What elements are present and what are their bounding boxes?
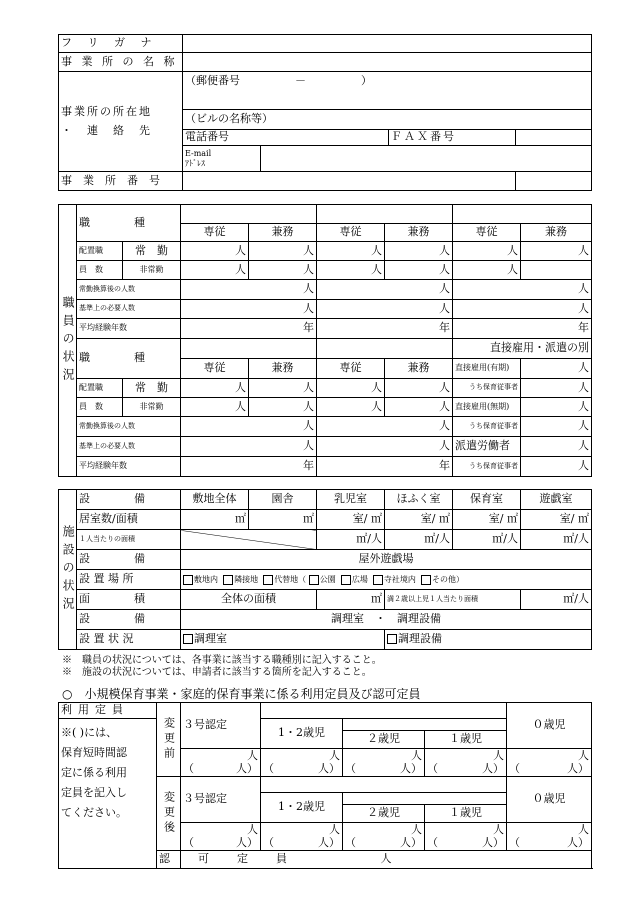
hitsuyo-1[interactable]: 人 <box>181 300 317 319</box>
jokin-1[interactable]: 人 <box>181 242 249 261</box>
kanzan-label: 常勤換算後の人数 <box>77 280 181 300</box>
hitsuyo-b2[interactable]: 人 <box>317 437 453 457</box>
b-2-nin: 人 <box>411 749 422 763</box>
hijokin-3[interactable]: 人 <box>317 261 385 280</box>
b-1-nin: 人 <box>493 749 505 763</box>
a-2-po: （ <box>345 835 356 849</box>
b-n3-paren <box>183 763 258 775</box>
senju-3: 専従 <box>453 224 521 242</box>
fax-value[interactable] <box>516 130 592 146</box>
shokushu-2[interactable] <box>317 205 453 224</box>
jokin-b4[interactable]: 人 <box>385 379 453 398</box>
col-hoiku: 保育室 <box>453 490 521 510</box>
setchi-jokyo-label: 設 置 状 況 <box>77 630 181 650</box>
note-1: ※ 職員の状況については、各事業に該当する職種別に記入すること。 <box>62 655 382 666</box>
office-number-label: 事 業 所 番 号 <box>59 172 183 191</box>
area-hoiku[interactable]: 室/ ㎡ <box>453 510 521 530</box>
age0-label-1: ０歳児 <box>507 703 592 749</box>
b-2-paren <box>345 763 422 775</box>
b-12-nin: 人 <box>329 749 340 763</box>
hijokin-label: 非常勤 <box>123 261 181 280</box>
checkbox-icon[interactable] <box>421 575 431 585</box>
nintei3-label-1: ３号認定 <box>181 703 261 749</box>
place-checkbox-6[interactable] <box>373 575 416 584</box>
b-12-paren <box>263 763 340 775</box>
a-12-pc: 人） <box>318 835 340 849</box>
kanzan-label-2: 常勤換算後の人数 <box>77 417 181 437</box>
tel-field[interactable]: 電話番号 <box>183 130 389 146</box>
b-2-po: （ <box>345 761 356 775</box>
hitsuyo-2[interactable]: 人 <box>317 300 453 319</box>
a-1-paren <box>427 837 504 849</box>
a-0-pc: 人） <box>567 835 590 849</box>
hijokin-1[interactable]: 人 <box>181 261 249 280</box>
staff-section-label: 職員の状況 <box>59 205 77 477</box>
menseki-label: 面 積 <box>77 590 181 610</box>
kenmu-5: 兼務 <box>385 359 453 379</box>
per2-value[interactable]: ㎡/人 <box>521 590 592 610</box>
a-n3-paren <box>183 837 258 849</box>
keiken-1[interactable]: 年 <box>181 319 317 339</box>
place-label: 設 置 場 所 <box>77 570 181 590</box>
jokin-b2[interactable]: 人 <box>249 379 317 398</box>
area-nyuji[interactable]: 室/ ㎡ <box>317 510 385 530</box>
kanzan-b2[interactable]: 人 <box>317 417 453 437</box>
office-number-field[interactable] <box>183 172 516 191</box>
a-0-paren <box>509 837 589 849</box>
haken-value[interactable]: 人 <box>521 437 592 457</box>
place-options <box>181 570 592 590</box>
b-0-nin: 人 <box>578 749 590 763</box>
uchi-value-3[interactable]: 人 <box>521 457 592 477</box>
place-opt-jisha: 寺社境内 <box>383 574 416 584</box>
setsubi-label-1: 設 備 <box>77 490 181 510</box>
a-n3-nin: 人 <box>247 823 258 837</box>
jokin-label: 常 勤 <box>123 242 181 261</box>
place-checkbox-5[interactable] <box>341 575 368 584</box>
jokin-5[interactable]: 人 <box>453 242 521 261</box>
shokushu-5[interactable] <box>317 339 453 359</box>
age1-label-2: １歳児 <box>425 805 507 823</box>
riyou-label: 利用定員 <box>59 703 157 719</box>
b-0-paren <box>509 763 589 775</box>
b-n3-po: （ <box>183 761 194 775</box>
b-1-pc: 人） <box>482 761 505 775</box>
capacity-note-5: てください。 <box>61 806 127 819</box>
chori-checkbox[interactable] <box>181 630 385 650</box>
col-shikichi: 敷地全体 <box>181 490 249 510</box>
hijokin-b1[interactable]: 人 <box>181 398 249 417</box>
jousu-label-2: 員 数 <box>77 398 123 417</box>
a-12-paren <box>263 837 340 849</box>
uchi-label-2: うち保育従事者 <box>453 417 521 437</box>
checkbox-icon[interactable] <box>387 634 397 644</box>
email-label-line2: ｱﾄﾞﾚｽ <box>185 158 205 168</box>
after-age12-value[interactable] <box>261 823 343 851</box>
senju-1: 専従 <box>181 224 249 242</box>
place-opt-rinsetsu: 隣接地 <box>234 574 259 584</box>
contact-label-text: ・ 連 絡 先 <box>61 123 152 137</box>
place-opt-koen: 公園 <box>319 574 336 584</box>
after-sub-top <box>343 793 507 805</box>
capacity-note-3: 定に係る利用 <box>61 766 127 779</box>
notes <box>62 655 382 679</box>
place-opt-sonota: その他） <box>432 574 465 584</box>
before-sub-top <box>343 719 507 731</box>
keiken-b1[interactable]: 年 <box>181 457 317 477</box>
email-label-line1: E-mail <box>185 148 212 158</box>
hitsuyo-label-2: 基準上の必要人数 <box>77 437 181 457</box>
uchi-value-2[interactable]: 人 <box>521 417 592 437</box>
place-checkbox-7[interactable] <box>421 575 464 584</box>
hijokin-2[interactable]: 人 <box>249 261 317 280</box>
office-name-label: 事 業 所 の 名 称 <box>59 53 183 72</box>
a-2-nin: 人 <box>411 823 422 837</box>
before-age12-value[interactable] <box>261 749 343 777</box>
hitsuyo-label: 基準上の必要人数 <box>77 300 181 319</box>
jokin-6[interactable]: 人 <box>521 242 592 261</box>
a-1-po: （ <box>427 835 438 849</box>
staff-table <box>58 204 592 477</box>
before-age1-value[interactable] <box>425 749 507 777</box>
age12-label-2: 1・2歳児 <box>261 793 343 823</box>
diag-cell <box>181 530 317 550</box>
hijokin-label-2: 非常勤 <box>123 398 181 417</box>
shokushu-1[interactable] <box>181 205 317 224</box>
email-label <box>183 146 261 172</box>
building-field[interactable]: （ビルの名称等） <box>183 110 592 130</box>
chori-setsubi-checkbox[interactable] <box>385 630 592 650</box>
place-checkbox-3[interactable] <box>263 575 306 584</box>
checkbox-icon[interactable] <box>183 575 193 585</box>
col-yugi: 遊戯室 <box>521 490 592 510</box>
a-n3-po: （ <box>183 835 194 849</box>
after-nintei3-value[interactable] <box>181 823 261 851</box>
ninka-label: 認 可 定 員 <box>157 851 181 869</box>
fax-field[interactable]: ＦＡＸ番号 <box>389 130 516 146</box>
office-info-table <box>58 34 592 191</box>
senju-2: 専従 <box>317 224 385 242</box>
hitsuyo-b1[interactable]: 人 <box>181 437 317 457</box>
jokin-4[interactable]: 人 <box>385 242 453 261</box>
shokushu-3[interactable] <box>453 205 592 224</box>
address-label <box>59 72 183 172</box>
b-n3-pc: 人） <box>236 761 258 775</box>
area-hofuku[interactable]: 室/ ㎡ <box>385 510 453 530</box>
chok-yuki-label: 直接雇用(有期) <box>453 359 521 379</box>
chokusetsu-label: 直接雇用・派遣の別 <box>453 339 592 359</box>
jokin-label-2: 常 勤 <box>123 379 181 398</box>
b-12-po: （ <box>263 761 274 775</box>
shokushu-label-1: 職 種 <box>77 205 181 242</box>
b-1-paren <box>427 763 504 775</box>
a-0-po: （ <box>509 835 521 849</box>
setsubi-label-3: 設 備 <box>77 610 181 630</box>
kenmu-1: 兼務 <box>249 224 317 242</box>
b-2-pc: 人） <box>400 761 422 775</box>
facility-section-label: 施設の状況 <box>59 490 77 650</box>
a-12-nin: 人 <box>329 823 340 837</box>
place-opt-shikichinai: 敷地内 <box>194 574 218 584</box>
a-1-nin: 人 <box>493 823 505 837</box>
before-header-top <box>261 703 507 719</box>
postal-field[interactable]: （郵便番号 － ） <box>183 72 592 110</box>
per-person-label: １人当たりの面積 <box>77 530 181 550</box>
zentai-value[interactable]: ㎡ <box>317 590 385 610</box>
after-header-top <box>261 777 507 793</box>
kenmu-2: 兼務 <box>385 224 453 242</box>
a-n3-pc: 人） <box>236 835 258 849</box>
kenmu-3: 兼務 <box>521 224 592 242</box>
before-age0-value[interactable] <box>507 749 592 777</box>
kanzan-b1[interactable]: 人 <box>181 417 317 437</box>
checkbox-icon[interactable] <box>309 575 319 585</box>
b-12-pc: 人） <box>318 761 340 775</box>
kanzan-3[interactable]: 人 <box>453 280 592 300</box>
keiken-b2[interactable]: 年 <box>317 457 453 477</box>
a-0-nin: 人 <box>578 823 590 837</box>
age2-label-2: ２歳児 <box>343 805 425 823</box>
hijokin-6[interactable] <box>521 261 592 280</box>
col-hofuku: ほふく室 <box>385 490 453 510</box>
chok-yuki-value[interactable]: 人 <box>521 359 592 379</box>
jousu-label: 員 数 <box>77 261 123 280</box>
hijokin-b4[interactable]: 人 <box>385 398 453 417</box>
uchi-value-1[interactable]: 人 <box>521 379 592 398</box>
ninka-value[interactable]: 人 <box>181 851 592 869</box>
place-checkbox-1[interactable] <box>183 575 218 584</box>
pp-nyuji[interactable]: ㎡/人 <box>317 530 385 550</box>
b-0-po: （ <box>509 761 521 775</box>
col-nyuji: 乳児室 <box>317 490 385 510</box>
uchi-label-3: うち保育従事者 <box>453 457 521 477</box>
capacity-heading: ○ 小規模保育事業・家庭的保育事業に係る利用定員及び認可定員 <box>62 687 421 701</box>
senju-4: 専従 <box>181 359 249 379</box>
before-nintei3-value[interactable] <box>181 749 261 777</box>
age0-label-2: ０歳児 <box>507 777 592 823</box>
office-number-extra[interactable] <box>516 172 592 191</box>
uchi-label-1: うち保育従事者 <box>453 379 521 398</box>
area-ensha[interactable]: ㎡ <box>249 510 317 530</box>
after-label: 変更後 <box>157 777 181 851</box>
b-n3-nin: 人 <box>247 749 258 763</box>
pp-hofuku[interactable]: ㎡/人 <box>385 530 453 550</box>
capacity-note-4: 定員を記入し <box>61 786 127 799</box>
age2-label-1: ２歳児 <box>343 731 425 749</box>
hijokin-b3[interactable]: 人 <box>317 398 385 417</box>
hijokin-5[interactable]: 人 <box>453 261 521 280</box>
b-1-po: （ <box>427 761 438 775</box>
kitchen-label: 調理室 ・ 調理設備 <box>181 610 592 630</box>
outdoor-label: 屋外遊戯場 <box>181 550 592 570</box>
shokushu-label-2: 職 種 <box>77 339 181 379</box>
age1-label-1: １歳児 <box>425 731 507 749</box>
capacity-note-1: ※( )には、 <box>61 726 118 739</box>
a-2-pc: 人） <box>400 835 422 849</box>
after-age2-value[interactable] <box>343 823 425 851</box>
hijokin-b2[interactable]: 人 <box>249 398 317 417</box>
office-name-field[interactable] <box>183 53 592 72</box>
hijokin-4[interactable]: 人 <box>385 261 453 280</box>
shokushu-4[interactable] <box>181 339 317 359</box>
haichi-label-2: 配置職 <box>77 379 123 398</box>
a-2-paren <box>345 837 422 849</box>
age12-label-1: 1・2歳児 <box>261 719 343 749</box>
jokin-b1[interactable]: 人 <box>181 379 249 398</box>
furigana-field[interactable] <box>183 35 592 53</box>
chori-label: 調理室 <box>194 632 227 646</box>
jokin-3[interactable]: 人 <box>317 242 385 261</box>
setsubi-label-2: 設 備 <box>77 550 181 570</box>
jokin-2[interactable]: 人 <box>249 242 317 261</box>
place-checkbox-2[interactable] <box>223 575 258 584</box>
after-age0-value[interactable] <box>507 823 592 851</box>
jokin-b3[interactable]: 人 <box>317 379 385 398</box>
capacity-table <box>58 702 592 869</box>
note-2: ※ 施設の状況については、申請者に該当する箇所を記入すること。 <box>62 667 372 678</box>
keiken-2[interactable]: 年 <box>317 319 453 339</box>
senju-5: 専従 <box>317 359 385 379</box>
before-age2-value[interactable] <box>343 749 425 777</box>
zentai-label: 全体の面積 <box>181 590 317 610</box>
nintei3-label-2: ３号認定 <box>181 777 261 823</box>
area-yugi[interactable]: 室/ ㎡ <box>521 510 592 530</box>
capacity-note <box>59 719 157 869</box>
b-0-pc: 人） <box>567 761 590 775</box>
checkbox-icon[interactable] <box>341 575 351 585</box>
address-label-text: 事業所の所在地 <box>61 105 152 119</box>
checkbox-icon[interactable] <box>223 575 233 585</box>
keiken-label-2: 平均経験年数 <box>77 457 181 477</box>
kanzan-2[interactable]: 人 <box>317 280 453 300</box>
chok-muki-label: 直接雇用(無期) <box>453 398 521 417</box>
keiken-3[interactable]: 年 <box>453 319 592 339</box>
capacity-note-2: 保育短時間認 <box>61 746 127 759</box>
before-label: 変更前 <box>157 703 181 777</box>
keiken-label: 平均経験年数 <box>77 319 181 339</box>
per2-label: 満２歳以上児１人当たり面積 <box>385 590 521 610</box>
facility-table <box>58 489 592 650</box>
kyoshitsu-label: 居室数/面積 <box>77 510 181 530</box>
checkbox-icon[interactable] <box>263 575 273 585</box>
area-shikichi[interactable]: ㎡ <box>181 510 249 530</box>
pp-yugi[interactable]: ㎡/人 <box>521 530 592 550</box>
col-ensha: 園舎 <box>249 490 317 510</box>
haken-label: 派遣労働者 <box>453 437 521 457</box>
after-age1-value[interactable] <box>425 823 507 851</box>
kenmu-4: 兼務 <box>249 359 317 379</box>
chori-setsubi-label: 調理設備 <box>398 632 442 646</box>
checkbox-icon[interactable] <box>183 634 193 644</box>
checkbox-icon[interactable] <box>373 575 383 585</box>
pp-hoiku[interactable]: ㎡/人 <box>453 530 521 550</box>
email-field[interactable] <box>261 146 592 172</box>
place-opt-daitai: 代替地（ <box>274 574 307 584</box>
hitsuyo-3[interactable]: 人 <box>453 300 592 319</box>
chok-muki-value[interactable]: 人 <box>521 398 592 417</box>
haichi-label: 配置職 <box>77 242 123 261</box>
kanzan-1[interactable]: 人 <box>181 280 317 300</box>
furigana-label: フ リ ガ ナ <box>59 35 183 53</box>
a-12-po: （ <box>263 835 274 849</box>
place-opt-hiroba: 広場 <box>351 574 368 584</box>
a-1-pc: 人） <box>482 835 505 849</box>
place-checkbox-4[interactable] <box>309 575 336 584</box>
